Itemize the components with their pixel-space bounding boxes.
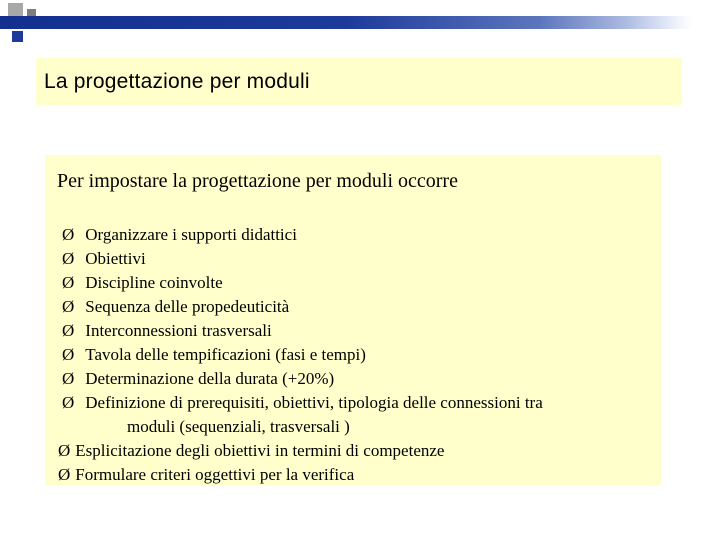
arrow-bullet-icon: Ø [62,369,75,388]
list-item [45,367,661,391]
title-bar [36,58,682,105]
list-item [45,271,661,295]
arrow-bullet-icon: Ø [58,465,71,484]
list-item-text: Definizione di prerequisiti, obiettivi, tipologia delle connessioni tra [85,393,543,412]
content-heading: Per impostare la progettazione per moduli occorre [57,170,458,192]
list-item-text: Interconnessioni trasversali [85,321,272,340]
list-item [45,463,661,487]
list-item-text: Esplicitazione degli obiettivi in termini di competenze [75,441,445,460]
list-item [45,319,661,343]
list-item [45,295,661,319]
list-item [45,439,661,463]
top-gradient-bar [0,16,692,29]
list-item [45,343,661,367]
arrow-bullet-icon: Ø [62,273,75,292]
arrow-bullet-icon: Ø [62,249,75,268]
bullet-list [45,223,661,487]
list-item-text: Formulare criteri oggettivi per la verifica [75,465,355,484]
list-item-text: moduli (sequenziali, trasversali ) [127,417,350,436]
list-item [45,391,661,415]
list-item [45,415,661,439]
list-item [45,247,661,271]
arrow-bullet-icon: Ø [62,225,75,244]
arrow-bullet-icon: Ø [58,441,71,460]
list-item-text: Obiettivi [85,249,146,268]
arrow-bullet-icon: Ø [62,321,75,340]
slide-title: La progettazione per moduli [44,69,310,93]
decor-square-navy-icon [12,31,23,42]
arrow-bullet-icon: Ø [62,297,75,316]
list-item [45,223,661,247]
arrow-bullet-icon: Ø [62,345,75,364]
arrow-bullet-icon: Ø [62,393,75,412]
list-item-text: Tavola delle tempificazioni (fasi e tempi) [85,345,366,364]
list-item-text: Determinazione della durata (+20%) [85,369,335,388]
list-item-text: Discipline coinvolte [85,273,223,292]
list-item-text: Sequenza delle propedeuticità [85,297,290,316]
list-item-text: Organizzare i supporti didattici [85,225,297,244]
content-box [45,155,661,485]
